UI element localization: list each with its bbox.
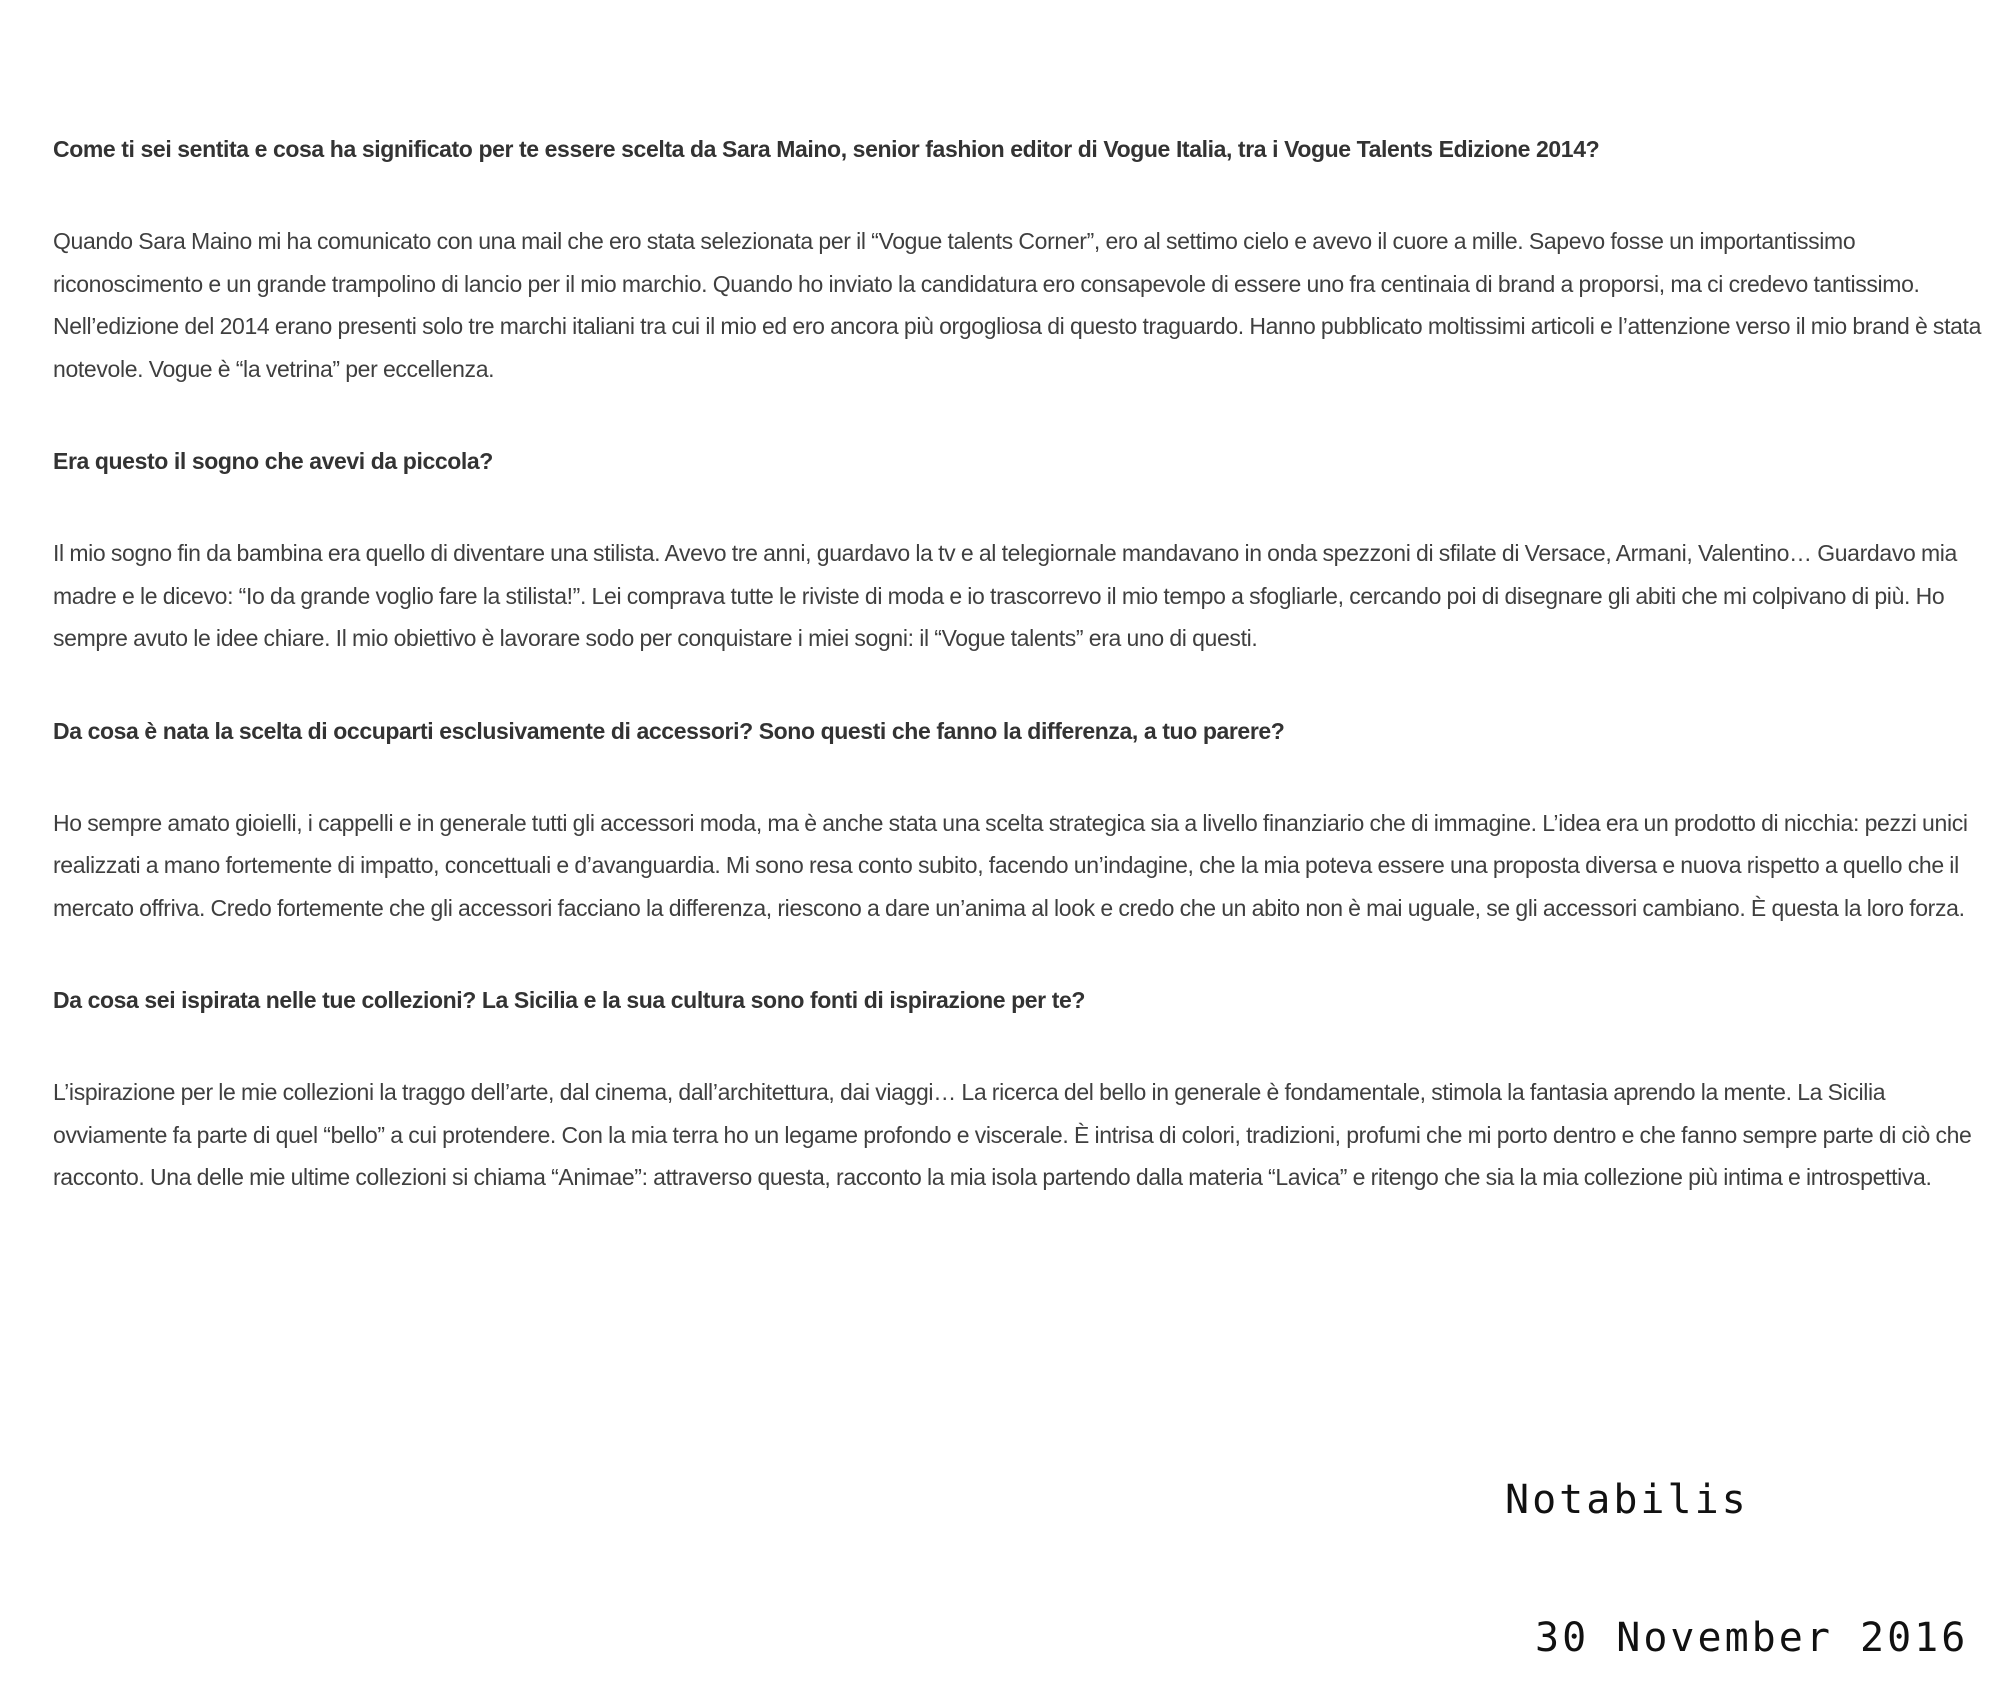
question-heading: Come ti sei sentita e cosa ha significato per te essere scelta da Sara Maino, senior fashion editor di Vogue Italia, tra i Vogue Talents Edizione 2014? [53,136,1600,162]
qa-block-1 [53,128,1993,390]
answer-paragraph: Il mio sogno fin da bambina era quello di diventare una stilista. Avevo tre anni, guardavo la tv e al telegiornale mandavano in onda spezzoni di sfilate di Versace, Armani, Valentino… Guardavo mia madre e le dicevo: “Io da grande voglio fare la stilista!”. Lei comprava tutte le riviste di moda e io trascorrevo il mio tempo a sfogliarle, cercando poi di disegnare gli abiti che mi colpivano di più. Ho sempre avuto le idee chiare. Il mio obiettivo è lavorare sodo per conquistare i miei sogni: il “Vogue talents” era uno di questi. [53,540,1957,651]
answer-paragraph: L’ispirazione per le mie collezioni la traggo dell’arte, dal cinema, dall’architettura, dai viaggi… La ricerca del bello in generale è fondamentale, stimola la fantasia aprendo la mente. La Sicilia ovviamente fa parte di quel “bello” a cui protendere. Con la mia terra ho un legame profondo e viscerale. È intrisa di colori, tradizioni, profumi che mi porto dentro e che fanno sempre parte di ciò che racconto. Una delle mie ultime collezioni si chiama “Animae”: attraverso questa, racconto la mia isola partendo dalla materia “Lavica” e ritengo che sia la mia collezione più intima e introspettiva. [53,1079,1972,1190]
qa-block-2 [53,440,1993,660]
question-heading: Era questo il sogno che avevi da piccola? [53,448,493,474]
qa-block-3 [53,710,1993,930]
question-heading: Da cosa sei ispirata nelle tue collezioni? La Sicilia e la sua cultura sono fonti di ispirazione per te? [53,987,1086,1013]
source-name: Notabilis [1505,1477,1749,1523]
question-heading: Da cosa è nata la scelta di occuparti esclusivamente di accessori? Sono questi che fanno la differenza, a tuo parere? [53,717,1285,744]
qa-block-4 [53,979,1993,1199]
answer-paragraph: Quando Sara Maino mi ha comunicato con una mail che ero stata selezionata per il “Vogue talents Corner”, ero al settimo cielo e avevo il cuore a mille. Sapevo fosse un importantissimo riconoscimento e un grande trampolino di lancio per il mio marchio. Quando ho inviato la candidatura ero consapevole di essere uno fra centinaia di brand a proporsi, ma ci credevo tantissimo. Nell’edizione del 2014 erano presenti solo tre marchi italiani tra cui il mio ed ero ancora più orgogliosa di questo traguardo. Hanno pubblicato moltissimi articoli e l’attenzione verso il mio brand è stata notevole. Vogue è “la vetrina” per eccellenza. [53,228,1982,382]
article-body [53,128,1993,1249]
answer-paragraph: Ho sempre amato gioielli, i cappelli e in generale tutti gli accessori moda, ma è anche stata una scelta strategica sia a livello finanziario che di immagine. L’idea era un prodotto di nicchia: pezzi unici realizzati a mano fortemente di impatto, concettuali e d’avanguardia. Mi sono resa conto subito, facendo un’indagine, che la mia poteva essere una proposta diversa e nuova rispetto a quello che il mercato offriva. Credo fortemente che gli accessori facciano la differenza, riescono a dare un’anima al look e credo che un abito non è mai uguale, se gli accessori cambiano. È questa la loro forza. [53,809,1968,921]
source-caption [1505,1385,1968,1707]
publication-date: 30 November 2016 [1535,1615,1969,1661]
